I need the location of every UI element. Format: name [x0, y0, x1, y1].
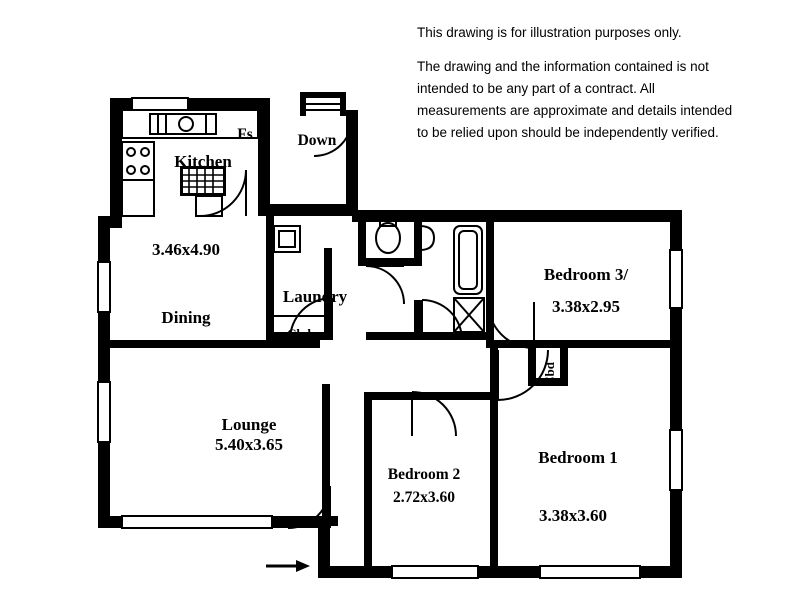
room-label-bedroom-1: Bedroom 1	[538, 448, 618, 467]
annotation-cupboard-laundry: Cbd	[287, 326, 311, 341]
room-dimensions-bedroom-1: 3.38x3.60	[539, 506, 607, 525]
room-label-bedroom-2: Bedroom 2	[387, 466, 461, 483]
laundry-fittings	[274, 226, 300, 252]
disclaimer-text	[417, 22, 747, 144]
room-label-kitchen: Kitchen	[174, 152, 232, 171]
room-label-laundry: Laundry	[282, 287, 348, 306]
room-dimensions-kitchen: 3.46x4.90	[152, 240, 220, 259]
stairs	[300, 104, 346, 110]
room-dimensions-bedroom-2: 2.72x3.60	[393, 489, 455, 506]
entry-arrow	[266, 560, 310, 572]
annotation-fridge-space: Fs	[237, 126, 253, 143]
room-label-dining: Dining	[161, 308, 211, 327]
annotation-stairs-down: Down	[297, 132, 337, 149]
disclaimer-line-1: This drawing is for illustration purposes only.	[417, 25, 682, 40]
annotation-cupboard-hall: Cbd	[542, 362, 557, 386]
room-label-lounge: Lounge	[221, 415, 277, 434]
disclaimer-line-2: The drawing and the information contained is not intended to be any part of a contract. All measurements are approximate and details intended to be relied upon should be independently verified.	[417, 59, 733, 140]
room-dimensions-bedroom-3: 3.38x2.95	[552, 297, 620, 316]
room-dimensions-lounge: 5.40x3.65	[215, 435, 283, 454]
room-label-bedroom-3: Bedroom 3/	[543, 265, 629, 284]
